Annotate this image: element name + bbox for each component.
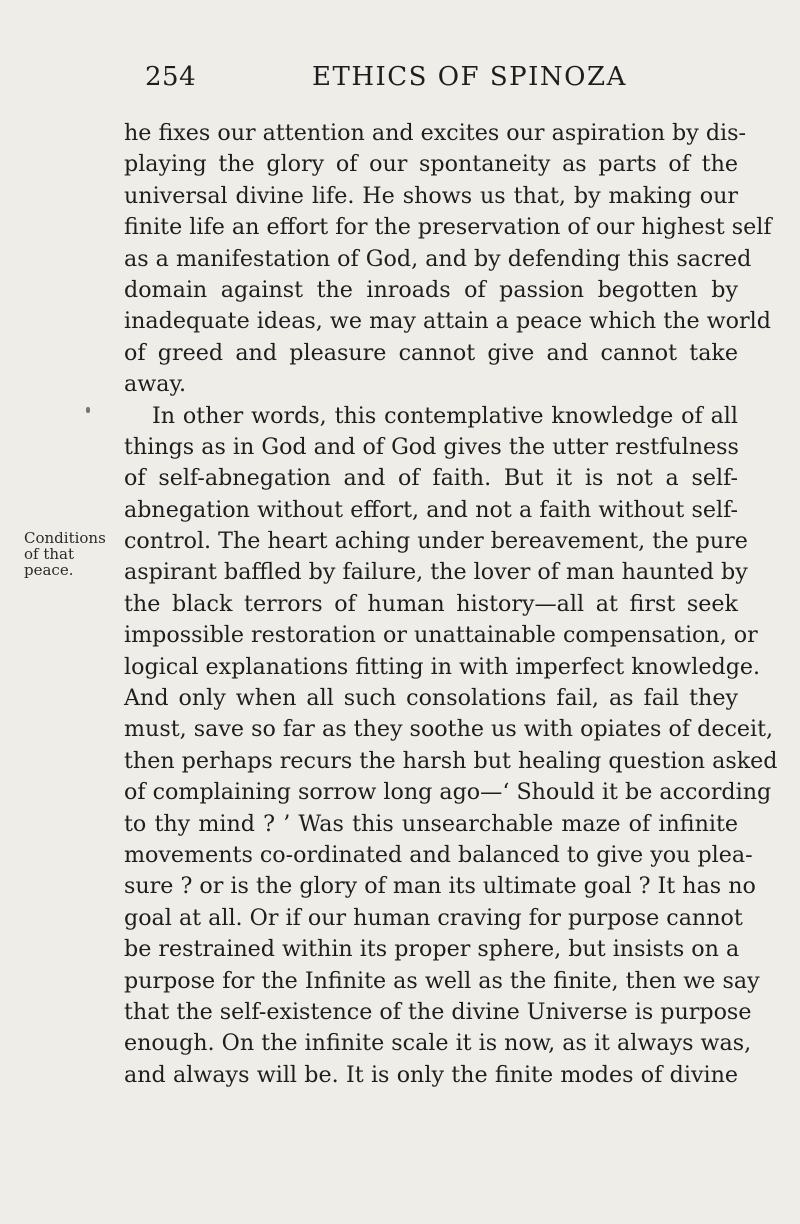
body-text: [124, 118, 778, 1091]
text-line: finite life an effort for the preservation of our highest self: [124, 214, 772, 241]
margin-note-line: Conditions: [24, 529, 106, 547]
text-line: control. The heart aching under bereavement, the pure: [124, 528, 748, 555]
print-speck: [86, 407, 90, 413]
text-line: impossible restoration or unattainable compensation, or: [124, 622, 758, 649]
text-line: must, save so far as they soothe us with opiates of deceit,: [124, 716, 774, 743]
text-line: abnegation without effort, and not a faith without self-: [124, 496, 738, 523]
running-title: ETHICS OF SPINOZA: [312, 62, 627, 92]
margin-note-line: peace.: [24, 561, 74, 579]
text-line: And only when all such consolations fail, as fail they: [124, 685, 738, 712]
text-line: be restrained within its proper sphere, but insists on a: [124, 936, 740, 963]
margin-note: [24, 530, 122, 578]
text-line: purpose for the Infinite as well as the finite, then we say: [124, 967, 760, 994]
page-number: 254: [145, 62, 197, 92]
text-line: of self-abnegation and of faith. But it is not a self-: [124, 465, 738, 492]
text-line: as a manifestation of God, and by defending this sacred: [124, 245, 752, 272]
paragraph-2: [124, 401, 778, 1092]
text-line: and always will be. It is only the finite modes of divine: [124, 1061, 738, 1088]
text-line: he fixes our attention and excites our aspiration by dis-: [124, 120, 747, 146]
text-line: that the self-existence of the divine Universe is purpose: [124, 998, 752, 1025]
text-line: things as in God and of God gives the utter restfulness: [124, 433, 739, 460]
margin-note-line: of that: [24, 545, 75, 563]
text-line: In other words, this contemplative knowledge of all: [152, 402, 738, 429]
text-line: domain against the inroads of passion begotten by: [124, 276, 738, 303]
text-line: inadequate ideas, we may attain a peace which the world: [124, 308, 771, 335]
text-line: of greed and pleasure cannot give and cannot take: [124, 339, 738, 366]
text-line: then perhaps recurs the harsh but healing question asked: [124, 747, 778, 774]
text-line: of complaining sorrow long ago—‘ Should it be according: [124, 779, 772, 806]
text-line: aspirant baffled by failure, the lover of man haunted by: [124, 559, 748, 586]
text-line: goal at all. Or if our human craving for purpose cannot: [124, 904, 743, 931]
text-line: movements co-ordinated and balanced to give you plea-: [124, 841, 753, 868]
running-header: [0, 62, 800, 102]
text-line: the black terrors of human history—all at first seek: [124, 590, 738, 617]
text-line: universal divine life. He shows us that, by making our: [124, 182, 738, 209]
paragraph-1: [124, 118, 772, 401]
text-line: away.: [124, 371, 187, 398]
text-line: to thy mind ? ’ Was this unsearchable maze of infinite: [124, 810, 738, 837]
text-line: enough. On the infinite scale it is now, as it always was,: [124, 1030, 752, 1057]
text-line: playing the glory of our spontaneity as parts of the: [124, 151, 738, 178]
text-line: logical explanations fitting in with imperfect knowledge.: [124, 653, 761, 680]
text-line: sure ? or is the glory of man its ultimate goal ? It has no: [124, 873, 756, 900]
